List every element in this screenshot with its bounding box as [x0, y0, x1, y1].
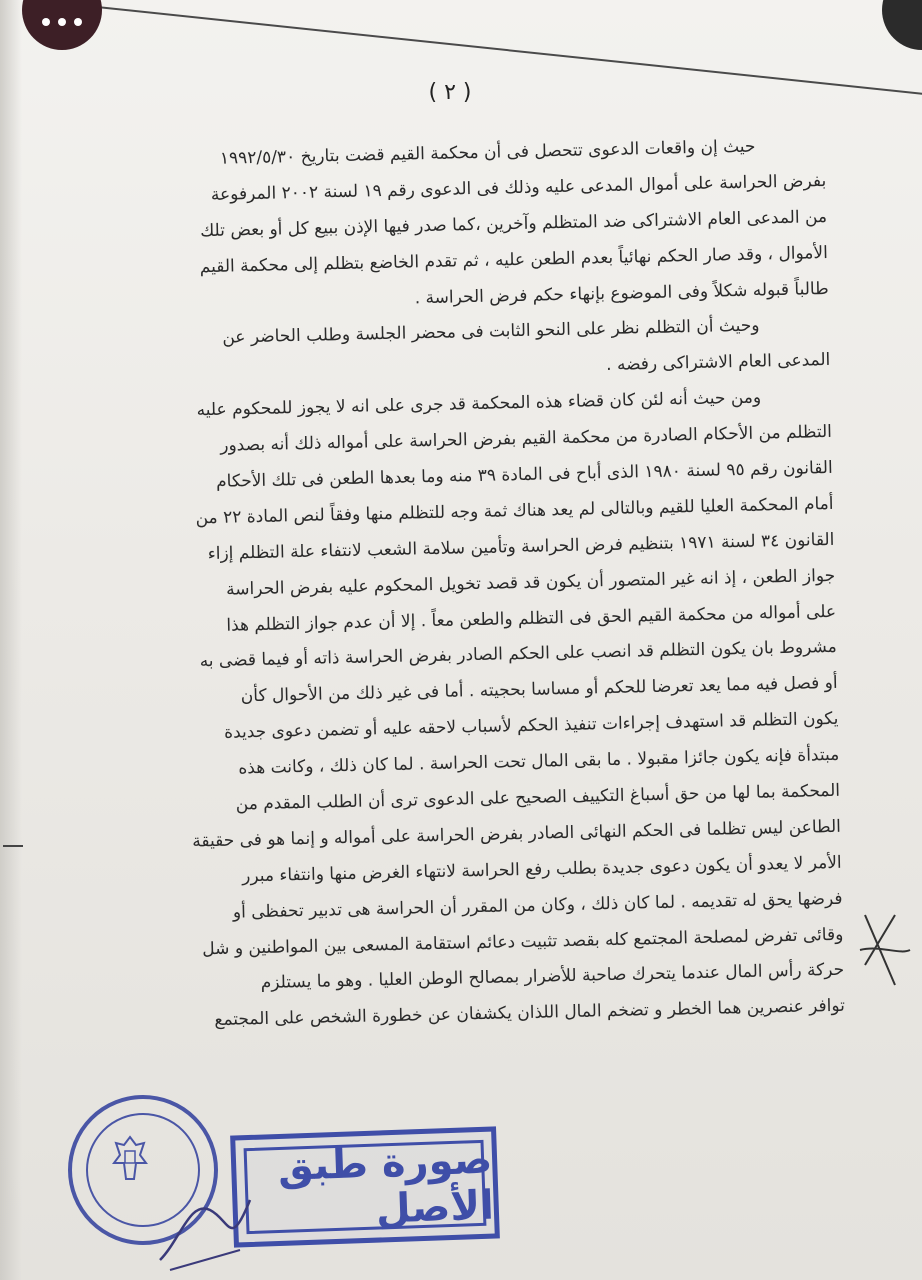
eagle-emblem-icon — [110, 1133, 150, 1185]
document-line: حيث إن واقعات الدعوى تتحصل فى أن محكمة القيم قضت بتاريخ ١٩٩٢/٥/٣٠ — [219, 136, 756, 169]
document-line: القانون ٣٤ لسنة ١٩٧١ بتنظيم فرض الحراسة وتأمين سلامة الشعب لانتفاء علة التظلم إزاء — [207, 529, 835, 564]
certified-copy-text: صورة طبق الأصل — [277, 1136, 495, 1233]
more-horizontal-icon — [42, 18, 50, 26]
document-line: أمام المحكمة العليا للقيم وبالتالى لم يعد هناك ثمة وجه للتظلم منها وفقاً لنص المادة ٢٢ من — [195, 493, 834, 529]
more-horizontal-icon — [74, 18, 82, 26]
document-line: طالباً قبوله شكلاً وفى الموضوع بإنهاء حكم فرض الحراسة . — [414, 278, 829, 308]
document-line: وحيث أن التظلم نظر على النحو الثابت فى محضر الجلسة وطلب الحاضر عن — [222, 315, 760, 349]
document-line: بفرض الحراسة على أموال المدعى عليه وذلك فى الدعوى رقم ١٩ لسنة ٢٠٠٢ المرفوعة — [210, 170, 827, 205]
page-number: ( ٢ ) — [428, 80, 472, 105]
document-line: المحكمة بما لها من حق أسباغ التكييف الصحيح على الدعوى ترى أن الطلب المقدم من — [235, 780, 841, 815]
document-line: المدعى العام الاشتراكى رفضه . — [605, 350, 831, 376]
more-options-button[interactable] — [22, 0, 102, 50]
document-line: مشروط بان يكون التظلم قد انصب على الحكم الصادر بفرض الحراسة ذاته أو فيما قضى به — [199, 637, 838, 672]
stamp-inner-border — [244, 1140, 487, 1234]
document-line: ومن حيث أنه لئن كان قضاء هذه المحكمة قد جرى على انه لا يجوز للمحكوم عليه — [196, 387, 762, 421]
margin-annotation-mark — [855, 905, 915, 995]
certified-copy-stamp — [230, 1126, 500, 1247]
document-line: وقائى تفرض لمصلحة المجتمع كله بقصد تثبيت دعائم استقامة المسعى بين المواطنين و شل — [202, 924, 844, 959]
page-shadow — [0, 0, 22, 1280]
handwritten-signature — [150, 1180, 260, 1280]
document-line: حركة رأس المال عندما يتحرك صاحبة للأضرار بمصالح الوطن العليا . وهو ما يستلزم — [260, 960, 845, 994]
document-line: يكون التظلم قد استهدف إجراءات تنفيذ الحكم لأسباب لاحقه عليه أو تضمن دعوى جديدة — [223, 709, 839, 744]
margin-tick — [3, 845, 23, 847]
document-line: مبتدأة فإنه يكون جائزا مقبولا . ما بقى المال تحت الحراسة . لما كان ذلك ، وكانت هذه — [238, 744, 840, 779]
document-line: أو فصل فيه مما يعد تعرضا للحكم أو مساسا بحجيته . أما فى غير ذلك من الأحوال كأن — [240, 673, 838, 707]
document-line: الطاعن ليس تظلما فى الحكم النهائى الصادر بفرض الحراسة على أمواله و إنما هو فى حقيقة — [192, 816, 842, 852]
document-line: فرضها يحق له تقديمه . لما كان ذلك ، وكان من المقرر أن الحراسة هى تدبير تحفظى أو — [232, 888, 843, 923]
document-line: الأمر لا يعدو أن يكون دعوى جديدة بطلب رفع الحراسة لانتهاء الغرض منها وانتفاء مبرر — [241, 852, 842, 887]
document-line: من المدعى العام الاشتراكى ضد المتظلم وآخرين ،كما صدر فيها الإذن ببيع كل أو بعض تلك — [200, 206, 828, 241]
document-line: التظلم من الأحكام الصادرة من محكمة القيم بفرض الحراسة على أمواله ذلك أنه بصدور — [220, 422, 833, 456]
document-body — [85, 128, 845, 1042]
document-line: على أمواله من محكمة القيم الحق فى التظلم والطعن معاً . إلا أن عدم جواز التظلم هذا — [226, 601, 837, 636]
document-line: جواز الطعن ، إذ انه غير المتصور أن يكون قد قصد تخويل المحكوم عليه بفرض الحراسة — [225, 565, 836, 600]
more-horizontal-icon — [58, 18, 66, 26]
corner-button[interactable] — [882, 0, 922, 50]
document-line: القانون رقم ٩٥ لسنة ١٩٨٠ الذى أباح فى المادة ٣٩ منه وما بعدها الطعن فى تلك الأحكام — [215, 457, 833, 492]
document-line: الأموال ، وقد صار الحكم نهائياً بعدم الطعن عليه ، ثم تقدم الخاضع بتظلم إلى محكمة القيم — [199, 242, 829, 277]
document-line: توافر عنصرين هما الخطر و تضخم المال اللذان يكشفان عن خطورة الشخص على المجتمع — [214, 996, 846, 1031]
